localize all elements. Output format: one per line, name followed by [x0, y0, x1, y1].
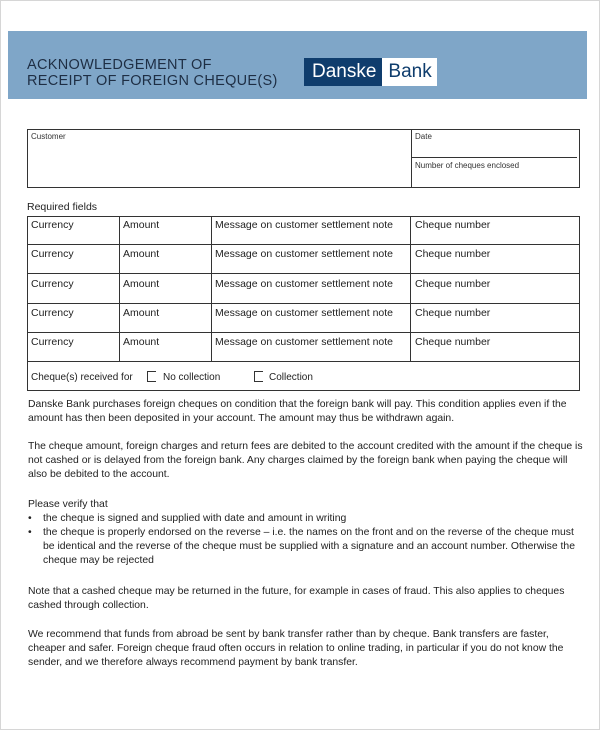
no-collection-checkbox[interactable] — [147, 371, 156, 382]
recommendation-paragraph — [28, 628, 588, 670]
received-for-label: Cheque(s) received for — [31, 372, 133, 383]
table-row-line-5 — [27, 361, 580, 362]
currency-field[interactable]: Currency — [31, 278, 74, 290]
required-fields-label: Required fields — [27, 201, 98, 213]
verify-heading: Please verify that — [28, 499, 108, 510]
returned-cheque-paragraph — [28, 585, 588, 613]
logo-part-2: Bank — [382, 58, 436, 86]
table-col-line-2 — [211, 216, 212, 361]
paragraph-text: Note that a cashed cheque may be returned in the future, for example in cases of fraud. This also applies to cheques cashed through collection. — [28, 586, 565, 611]
title-line-1: ACKNOWLEDGEMENT OF — [27, 57, 212, 73]
purchase-condition-paragraph — [28, 398, 588, 426]
message-field[interactable]: Message on customer settlement note — [215, 219, 394, 231]
amount-field[interactable]: Amount — [123, 336, 160, 348]
amount-field[interactable]: Amount — [123, 248, 160, 260]
document-title — [27, 57, 278, 89]
cheques-enclosed-label: Number of cheques enclosed — [415, 161, 520, 170]
verify-section — [28, 498, 588, 568]
cheque-number-field[interactable]: Cheque number — [415, 336, 491, 348]
table-row-line-4 — [27, 332, 580, 333]
verify-list — [28, 512, 588, 568]
currency-field[interactable]: Currency — [31, 248, 74, 260]
table-row-line-1 — [27, 244, 580, 245]
danske-bank-logo — [304, 58, 437, 86]
cheque-number-field[interactable]: Cheque number — [415, 248, 491, 260]
bullet-icon: • — [28, 527, 32, 538]
bullet-icon: • — [28, 513, 32, 524]
date-underline — [411, 157, 577, 158]
list-item — [28, 512, 588, 526]
table-row-line-3 — [27, 303, 580, 304]
cheque-number-field[interactable]: Cheque number — [415, 278, 491, 290]
collection-checkbox[interactable] — [254, 371, 263, 382]
no-collection-label: No collection — [163, 372, 221, 383]
message-field[interactable]: Message on customer settlement note — [215, 278, 394, 290]
cheque-number-field[interactable]: Cheque number — [415, 307, 491, 319]
message-field[interactable]: Message on customer settlement note — [215, 336, 394, 348]
customer-box-divider — [411, 129, 412, 188]
paragraph-text: Danske Bank purchases foreign cheques on condition that the foreign bank will pay. This condition applies even if the amount has then been deposited in your account. The amount may thus be withdrawn again. — [28, 399, 567, 424]
amount-field[interactable]: Amount — [123, 278, 160, 290]
collection-label: Collection — [269, 372, 313, 383]
currency-field[interactable]: Currency — [31, 219, 74, 231]
list-item — [28, 526, 588, 568]
bullet-text: the cheque is properly endorsed on the reverse – i.e. the names on the front and on the reverse of the cheque must be identical and the reverse of the cheque must be supplied with a signature and an account number. Otherwise the cheque may be rejected — [43, 527, 575, 566]
message-field[interactable]: Message on customer settlement note — [215, 248, 394, 260]
paragraph-text: The cheque amount, foreign charges and return fees are debited to the account credited with the amount if the cheque is not cashed or is delayed from the foreign bank. Any charges claimed by the foreign bank when paying the cheque will also be debited to the account. — [28, 441, 583, 480]
title-line-2: RECEIPT OF FOREIGN CHEQUE(S) — [27, 73, 278, 89]
date-label: Date — [415, 132, 432, 141]
table-col-line-1 — [119, 216, 120, 361]
amount-field[interactable]: Amount — [123, 219, 160, 231]
table-col-line-3 — [410, 216, 411, 361]
paragraph-text: We recommend that funds from abroad be sent by bank transfer rather than by cheque. Bank transfers are faster, cheaper and safer. Foreign cheque fraud often occurs in relation to online trading, in particular if you do not know the sender, and we therefore always recommend payment by bank transfer. — [28, 629, 564, 668]
bullet-text: the cheque is signed and supplied with date and amount in writing — [43, 513, 347, 524]
currency-field[interactable]: Currency — [31, 307, 74, 319]
customer-box — [27, 129, 580, 188]
amount-field[interactable]: Amount — [123, 307, 160, 319]
charges-paragraph — [28, 440, 588, 482]
message-field[interactable]: Message on customer settlement note — [215, 307, 394, 319]
table-row-line-2 — [27, 273, 580, 274]
customer-label: Customer — [31, 132, 66, 141]
currency-field[interactable]: Currency — [31, 336, 74, 348]
cheque-number-field[interactable]: Cheque number — [415, 219, 491, 231]
logo-part-1: Danske — [304, 58, 382, 86]
